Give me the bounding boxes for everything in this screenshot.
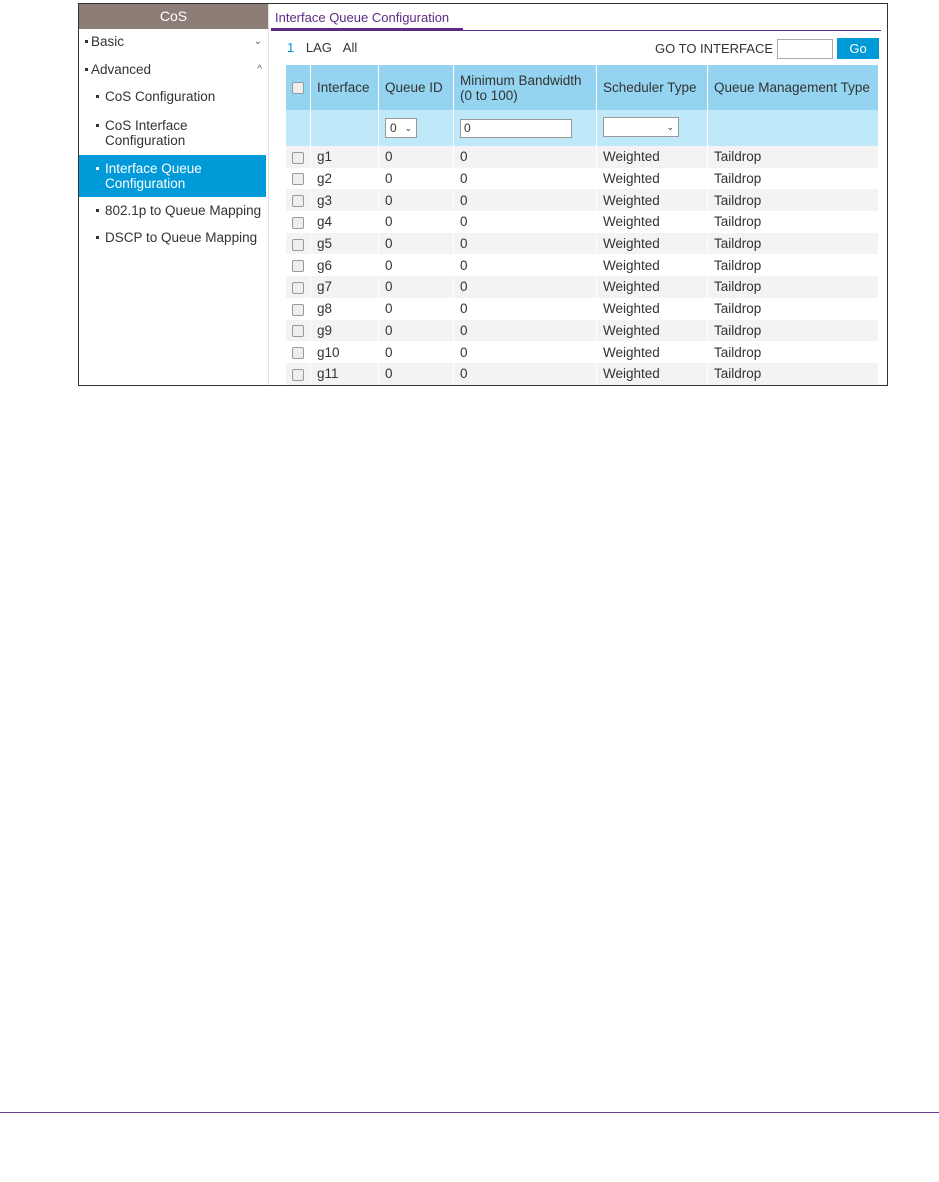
min-bandwidth-cell: 0 <box>454 233 597 255</box>
interface-cell: g7 <box>311 276 379 298</box>
queue-management-type-cell: Taildrop <box>708 320 879 342</box>
queue-management-type-cell: Taildrop <box>708 146 879 168</box>
row-select-cell <box>286 298 311 320</box>
scheduler-type-select[interactable] <box>603 117 679 137</box>
queue-id-cell: 0 <box>379 341 454 363</box>
bullet-icon <box>96 209 99 212</box>
row-select-cell <box>286 233 311 255</box>
min-bandwidth-cell: 0 <box>454 254 597 276</box>
bullet-icon <box>96 124 99 127</box>
queue-management-type-cell: Taildrop <box>708 254 879 276</box>
scheduler-type-cell: Weighted <box>597 254 708 276</box>
row-checkbox[interactable] <box>292 325 304 337</box>
min-bandwidth-cell: 0 <box>454 168 597 190</box>
table-row[interactable] <box>286 254 879 276</box>
queue-id-cell: 0 <box>379 233 454 255</box>
row-checkbox[interactable] <box>292 260 304 272</box>
queue-management-type-cell: Taildrop <box>708 363 879 385</box>
queue-id-cell: 0 <box>379 168 454 190</box>
queue-id-cell: 0 <box>379 254 454 276</box>
sidebar-item-label: Advanced <box>91 62 152 77</box>
queue-id-cell: 0 <box>379 320 454 342</box>
scheduler-type-cell: Weighted <box>597 298 708 320</box>
chevron-up-icon: ^ <box>257 64 262 75</box>
queue-management-type-cell: Taildrop <box>708 276 879 298</box>
chevron-down-icon: ⌄ <box>253 36 262 47</box>
sidebar <box>79 4 269 385</box>
row-checkbox[interactable] <box>292 195 304 207</box>
column-header-interface: Interface <box>311 65 379 110</box>
main-panel <box>269 4 887 385</box>
table-row[interactable] <box>286 341 879 363</box>
bullet-icon <box>96 167 99 170</box>
tab-active-indicator <box>271 28 463 31</box>
tab-interface-queue-configuration[interactable]: Interface Queue Configuration <box>275 10 450 25</box>
table-row[interactable] <box>286 189 879 211</box>
min-bandwidth-cell: 0 <box>454 363 597 385</box>
row-checkbox[interactable] <box>292 282 304 294</box>
queue-id-select[interactable] <box>385 118 417 138</box>
pager-page-1[interactable]: 1 <box>287 40 295 55</box>
min-bandwidth-cell: 0 <box>454 320 597 342</box>
sidebar-subitem-label: CoS Interface Configuration <box>105 118 188 148</box>
interface-cell: g11 <box>311 363 379 385</box>
bullet-icon <box>85 40 88 43</box>
scheduler-type-cell: Weighted <box>597 168 708 190</box>
chevron-down-icon: ⌄ <box>666 121 674 132</box>
sidebar-subitem-label: Interface Queue Configuration <box>105 161 202 191</box>
table-row[interactable] <box>286 233 879 255</box>
scheduler-type-cell: Weighted <box>597 341 708 363</box>
chevron-down-icon: ⌄ <box>404 123 412 133</box>
interface-cell: g9 <box>311 320 379 342</box>
filter-cell <box>379 110 454 146</box>
interface-cell: g10 <box>311 341 379 363</box>
row-checkbox[interactable] <box>292 152 304 164</box>
queue-management-type-cell: Taildrop <box>708 211 879 233</box>
sidebar-subitem-cos-configuration[interactable] <box>79 83 268 111</box>
page-footer-rule <box>0 1112 939 1113</box>
sidebar-title: CoS <box>79 4 268 29</box>
row-select-cell <box>286 168 311 190</box>
column-header-min-bandwidth: Minimum Bandwidth (0 to 100) <box>454 65 597 110</box>
table-row[interactable] <box>286 363 879 385</box>
row-checkbox[interactable] <box>292 347 304 359</box>
queue-id-cell: 0 <box>379 211 454 233</box>
row-select-cell <box>286 276 311 298</box>
filter-cell <box>454 110 597 146</box>
sidebar-subitem-8021p-to-queue-mapping[interactable] <box>79 197 268 224</box>
table-row[interactable] <box>286 276 879 298</box>
queue-id-cell: 0 <box>379 189 454 211</box>
table-row[interactable] <box>286 168 879 190</box>
sidebar-subitem-cos-interface-configuration[interactable] <box>79 111 268 155</box>
go-button[interactable]: Go <box>837 38 879 59</box>
interface-cell: g6 <box>311 254 379 276</box>
pager <box>287 40 365 55</box>
go-to-interface <box>655 38 879 59</box>
scheduler-type-cell: Weighted <box>597 320 708 342</box>
row-checkbox[interactable] <box>292 239 304 251</box>
select-all-checkbox[interactable] <box>292 82 304 94</box>
pager-lag[interactable]: LAG <box>305 40 332 55</box>
min-bandwidth-cell: 0 <box>454 276 597 298</box>
bullet-icon <box>96 236 99 239</box>
app-frame <box>78 3 888 386</box>
min-bandwidth-cell: 0 <box>454 298 597 320</box>
pager-all[interactable]: All <box>342 40 358 55</box>
select-all-header <box>286 65 311 110</box>
column-header-queue-id: Queue ID <box>379 65 454 110</box>
sidebar-subitem-interface-queue-configuration[interactable] <box>79 155 266 197</box>
queue-management-type-cell: Taildrop <box>708 298 879 320</box>
row-select-cell <box>286 189 311 211</box>
table-row[interactable] <box>286 211 879 233</box>
min-bandwidth-input[interactable]: 0 <box>460 119 572 138</box>
filter-cell <box>708 110 879 146</box>
sidebar-subitem-dscp-to-queue-mapping[interactable] <box>79 224 268 251</box>
interface-cell: g8 <box>311 298 379 320</box>
min-bandwidth-cell: 0 <box>454 211 597 233</box>
scheduler-type-cell: Weighted <box>597 189 708 211</box>
min-bandwidth-cell: 0 <box>454 146 597 168</box>
min-bandwidth-cell: 0 <box>454 341 597 363</box>
interface-cell: g4 <box>311 211 379 233</box>
row-checkbox[interactable] <box>292 173 304 185</box>
filter-cell <box>311 110 379 146</box>
bullet-icon <box>96 95 99 98</box>
queue-id-cell: 0 <box>379 298 454 320</box>
sidebar-subitem-label: CoS Configuration <box>105 89 216 104</box>
min-bandwidth-cell: 0 <box>454 189 597 211</box>
queue-management-type-cell: Taildrop <box>708 189 879 211</box>
table-row[interactable] <box>286 298 879 320</box>
scheduler-type-cell: Weighted <box>597 211 708 233</box>
interface-cell: g5 <box>311 233 379 255</box>
row-select-cell <box>286 341 311 363</box>
go-to-interface-label: GO TO INTERFACE <box>655 41 773 56</box>
sidebar-item-advanced[interactable] <box>79 57 268 83</box>
row-checkbox[interactable] <box>292 369 304 381</box>
filter-cell <box>597 110 708 146</box>
scheduler-type-cell: Weighted <box>597 363 708 385</box>
row-select-cell <box>286 146 311 168</box>
table-row[interactable] <box>286 320 879 342</box>
sidebar-item-basic[interactable] <box>79 29 268 55</box>
sidebar-subitem-label: 802.1p to Queue Mapping <box>105 203 262 218</box>
scheduler-type-cell: Weighted <box>597 233 708 255</box>
queue-id-cell: 0 <box>379 363 454 385</box>
bullet-icon <box>85 68 88 71</box>
queue-id-cell: 0 <box>379 276 454 298</box>
queue-id-cell: 0 <box>379 146 454 168</box>
interface-cell: g1 <box>311 146 379 168</box>
table-row[interactable] <box>286 146 879 168</box>
column-header-scheduler-type: Scheduler Type <box>597 65 708 110</box>
queue-table <box>286 65 879 385</box>
scheduler-type-cell: Weighted <box>597 276 708 298</box>
sidebar-item-label: Basic <box>91 34 125 49</box>
column-header-queue-management-type: Queue Management Type <box>708 65 879 110</box>
row-checkbox[interactable] <box>292 217 304 229</box>
row-select-cell <box>286 320 311 342</box>
sidebar-subitem-label: DSCP to Queue Mapping <box>105 230 258 245</box>
go-to-interface-input[interactable] <box>777 39 833 59</box>
scheduler-type-cell: Weighted <box>597 146 708 168</box>
queue-management-type-cell: Taildrop <box>708 341 879 363</box>
queue-management-type-cell: Taildrop <box>708 233 879 255</box>
row-select-cell <box>286 211 311 233</box>
queue-management-type-cell: Taildrop <box>708 168 879 190</box>
row-select-cell <box>286 363 311 385</box>
interface-cell: g2 <box>311 168 379 190</box>
row-select-cell <box>286 254 311 276</box>
queue-id-select-value: 0 <box>390 121 397 135</box>
filter-cell <box>286 110 311 146</box>
interface-cell: g3 <box>311 189 379 211</box>
row-checkbox[interactable] <box>292 304 304 316</box>
